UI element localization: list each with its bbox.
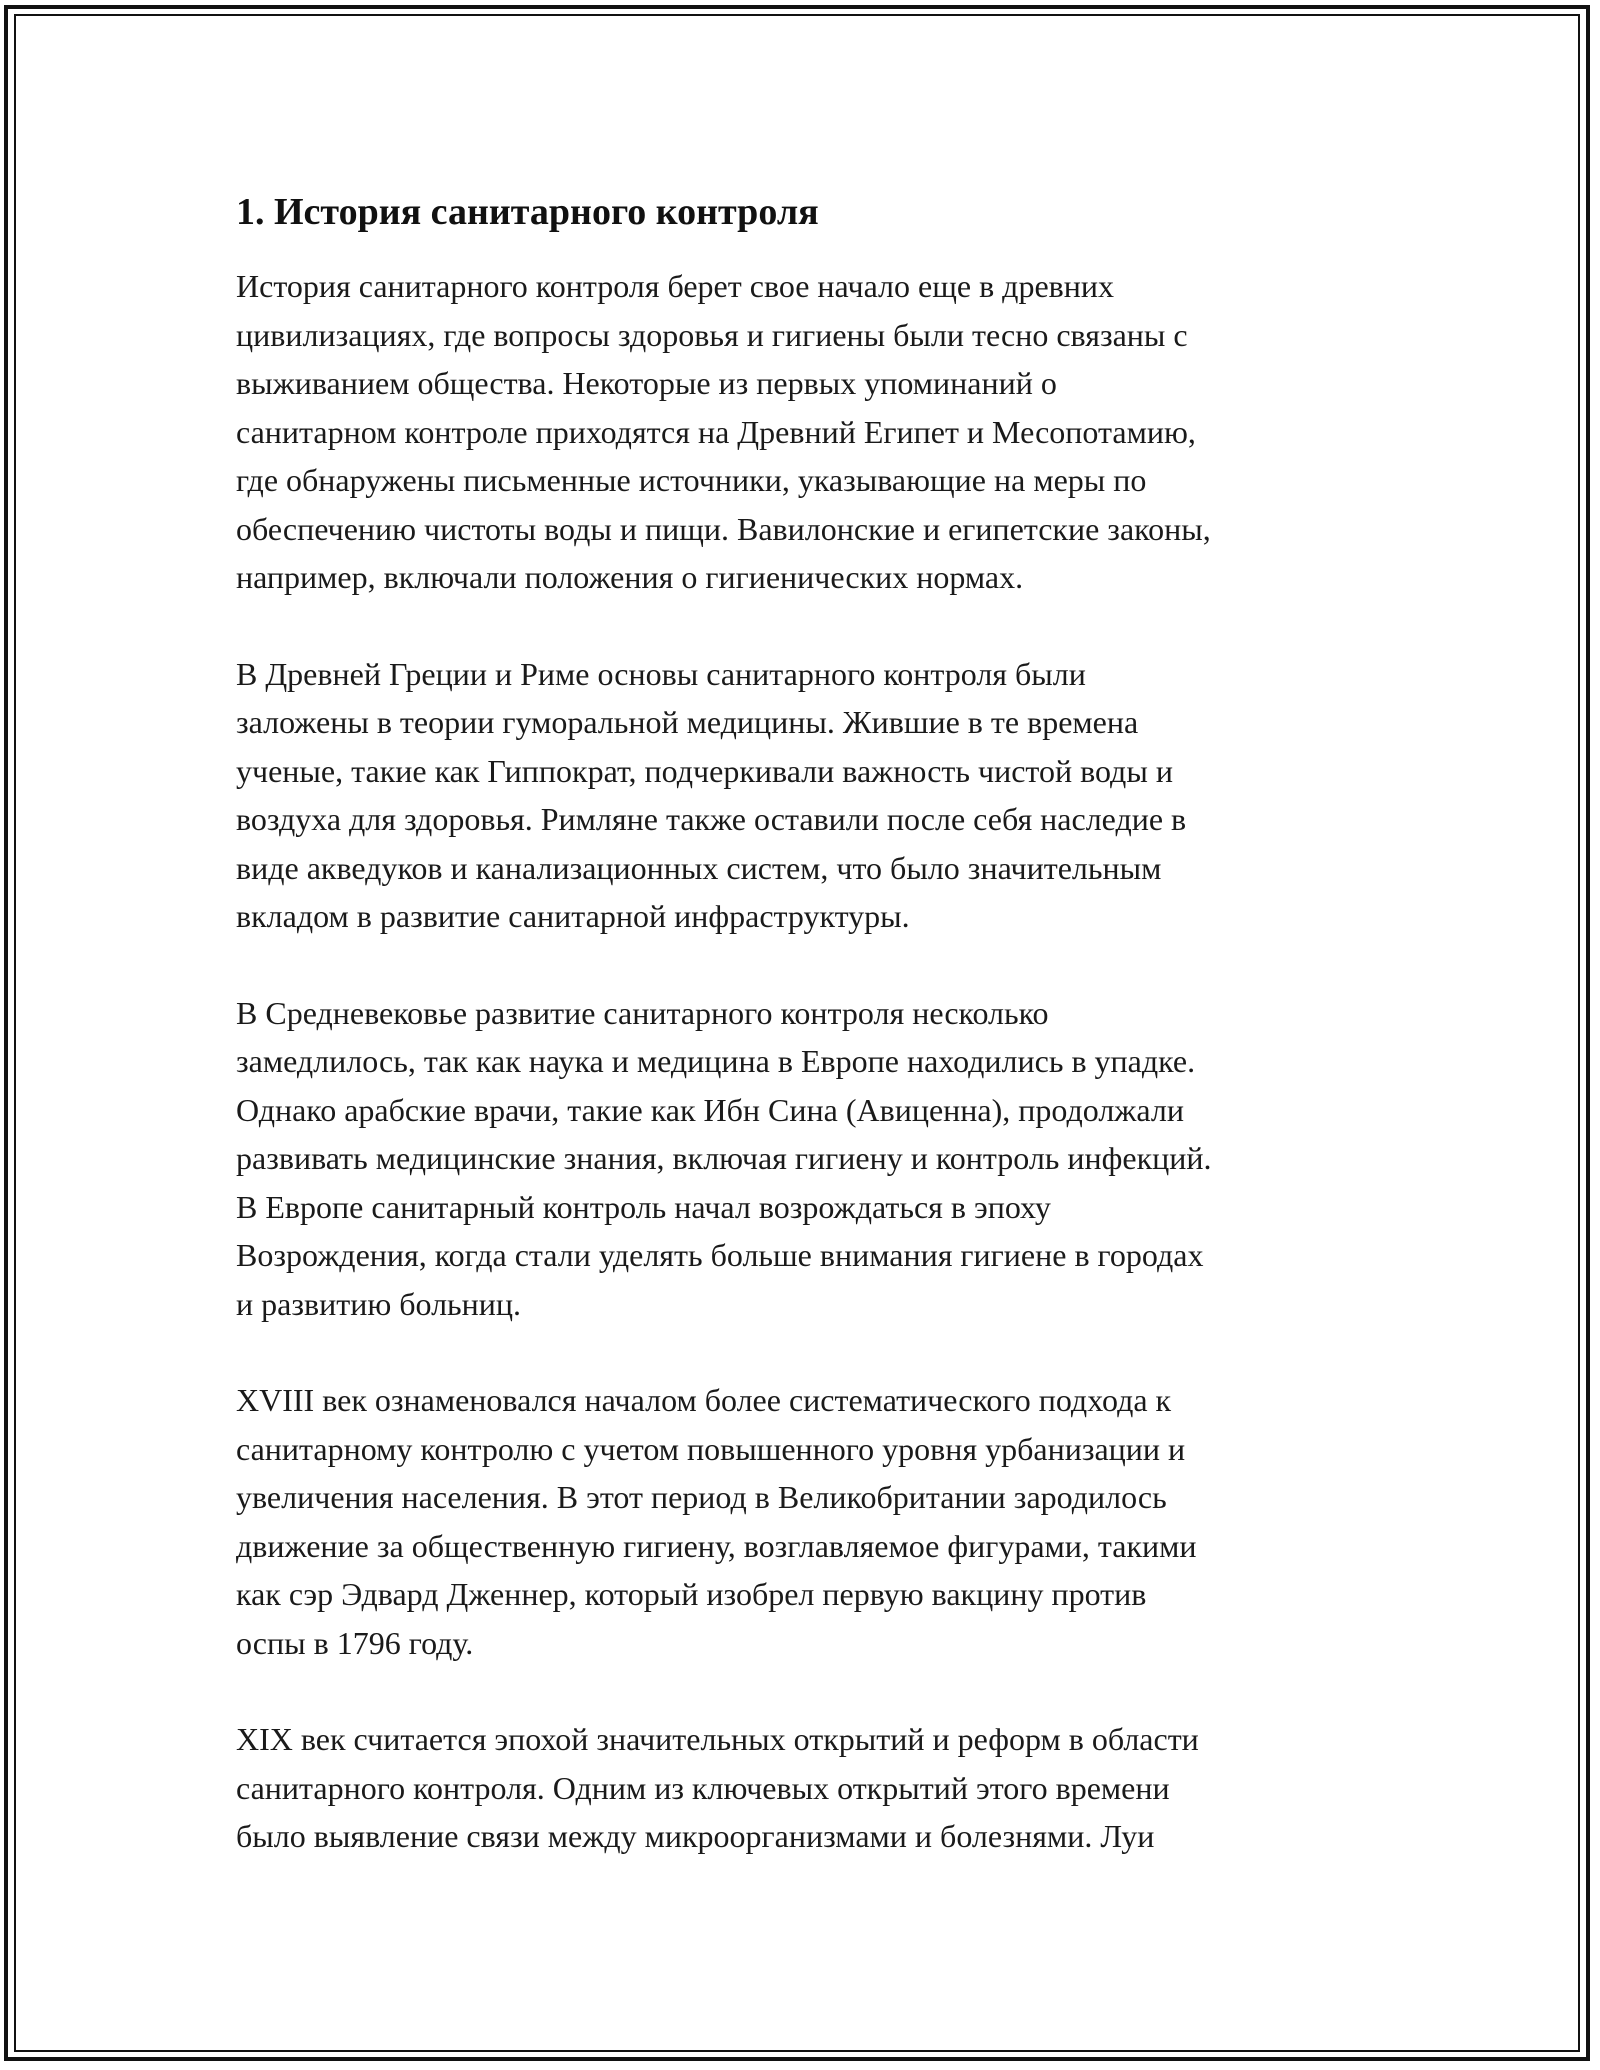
document-body <box>236 188 1376 1909</box>
paragraph-18th-century: XVIII век ознаменовался началом более систематического подхода к санитарному контролю с учетом повышенного уровня урбанизации и увеличения населения. В этот период в Великобритании зародилось движение за общественную гигиену, возглавляемое фигурами, такими как сэр Эдвард Дженнер, который изобрел первую вакцину против оспы в 1796 году. <box>236 1382 1197 1661</box>
section-heading: 1. История санитарного контроля <box>236 191 819 233</box>
paragraph-middle-ages: В Средневековье развитие санитарного контроля несколько замедлилось, так как наука и медицина в Европе находились в упадке. Однако арабские врачи, такие как Ибн Сина (Авиценна), продолжали развивать медицинские знания, включая гигиену и контроль инфекций. В Европе санитарный контроль начал возрождаться в эпоху Возрождения, когда стали уделять больше внимания гигиене в городах и развитию больниц. <box>236 994 1212 1322</box>
paragraph-ancient-civilizations: История санитарного контроля берет свое начало еще в древних цивилизациях, где вопросы здоровья и гигиены были тесно связаны с выживанием общества. Некоторые из первых упоминаний о санитарном контроле приходятся на Древний Египет и Месопотамию, где обнаружены письменные источники, указывающие на меры по обеспечению чистоты воды и пищи. Вавилонские и египетские законы, например, включали положения о гигиенических нормах. <box>236 268 1211 595</box>
paragraph-greece-rome: В Древней Греции и Риме основы санитарного контроля были заложены в теории гуморальной медицины. Жившие в те времена ученые, такие как Гиппократ, подчеркивали важность чистой воды и воздуха для здоровья. Римляне также оставили после себя наследие в виде акведуков и канализационных систем, что было значительным вкладом в развитие санитарной инфраструктуры. <box>236 655 1187 934</box>
paragraph-19th-century: XIX век считается эпохой значительных открытий и реформ в области санитарного контроля. Одним из ключевых открытий этого времени было выявление связи между микроорганизмами и болезнями. Луи <box>236 1721 1199 1854</box>
